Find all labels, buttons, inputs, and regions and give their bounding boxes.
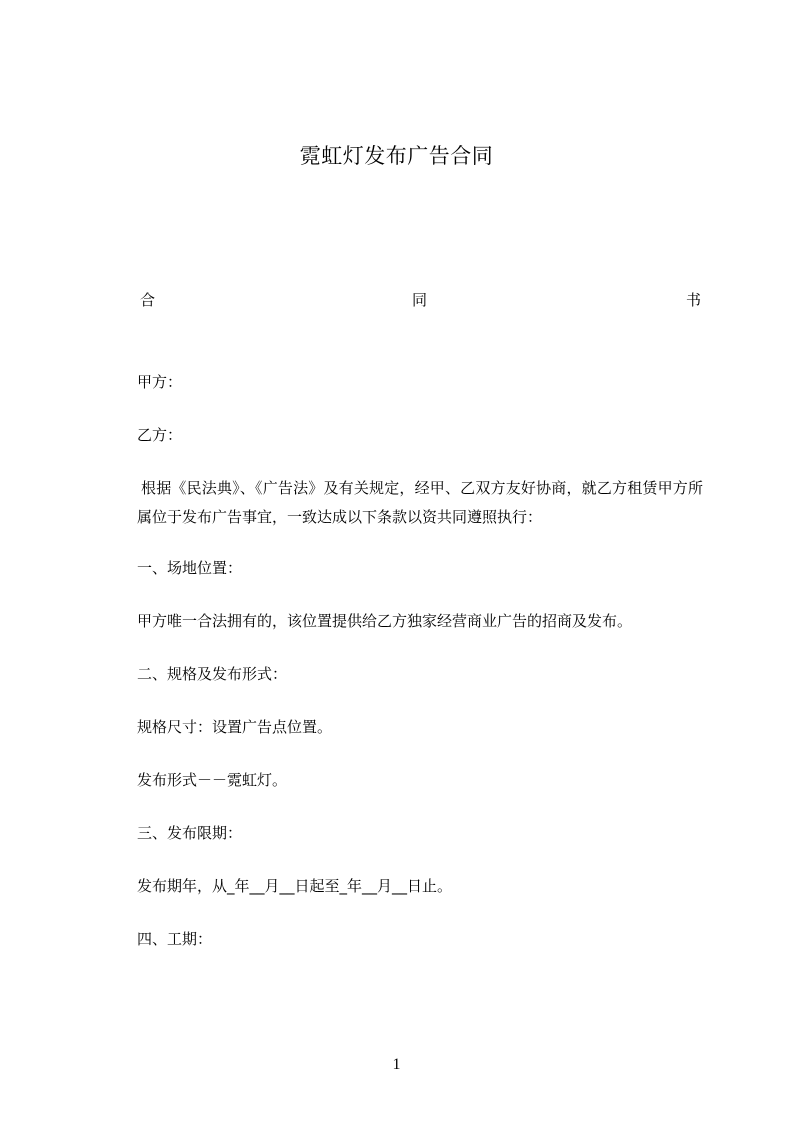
document-title: 霓虹灯发布广告合同 [299, 144, 494, 168]
page-number: 1 [392, 1056, 401, 1073]
section-heading: 二、规格及发布形式： [137, 665, 288, 683]
section-body: 甲方唯一合法拥有的，该位置提供给乙方独家经营商业广告的招商及发布。 [137, 612, 633, 630]
intro-paragraph: 根据《民法典》、《广告法》及有关规定，经甲、乙双方友好协商，就乙方租赁甲方所属位于发布广告事宜，一致达成以下条款以资共同遵照执行： [137, 479, 703, 526]
section-body: 规格尺寸：设置广告点位置。 [137, 718, 333, 736]
heading-char-1: 合 [140, 291, 156, 309]
section-body: 发布形式－－霓虹灯。 [137, 771, 288, 789]
section-body: 发布期年，从_年__月__日起至_年__月__日止。 [137, 877, 453, 895]
section-heading: 一、场地位置： [137, 559, 243, 577]
heading-char-3: 书 [686, 291, 702, 309]
section-heading: 三、发布限期： [137, 824, 243, 842]
party-b-label: 乙方： [137, 426, 183, 444]
party-a-label: 甲方： [137, 373, 183, 391]
section-heading: 四、工期： [137, 930, 213, 948]
heading-char-2: 同 [412, 291, 428, 309]
